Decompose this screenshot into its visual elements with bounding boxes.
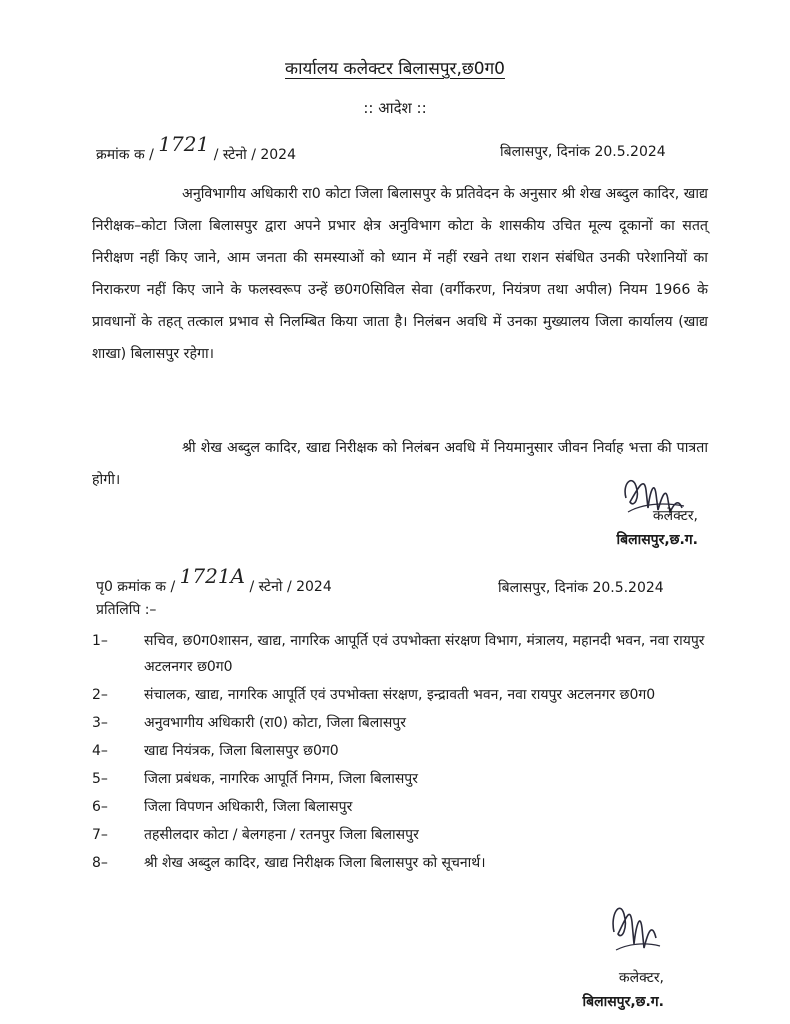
order-number-line: क्रमांक क / 1721 / स्टेनो / 2024 xyxy=(96,132,296,163)
signatory-place: बिलासपुर,छ.ग. xyxy=(616,532,698,548)
order-heading: :: आदेश :: xyxy=(363,99,427,117)
order-place-date: बिलासपुर, दिनांक 20.5.2024 xyxy=(500,144,666,160)
list-item: 7– तहसीलदार कोटा / बेलगहना / रतनपुर जिला बिलासपुर xyxy=(92,827,419,843)
list-item: 6– जिला विपणन अधिकारी, जिला बिलासपुर xyxy=(92,799,353,815)
list-item: 2– संचालक, खाद्य, नागरिक आपूर्ति एवं उपभोक्ता संरक्षण, इन्द्रावती भवन, नवा रायपुर अटलनगर छ0ग0 xyxy=(92,687,656,703)
list-item: 3– अनुवभागीय अधिकारी (रा0) कोटा, जिला बिलासपुर xyxy=(92,715,406,731)
order-paragraph-1: अनुविभागीय अधिकारी रा0 कोटा जिला बिलासपुर के प्रतिवेदन के अनुसार श्री शेख अब्दुल कादिर, खाद्य निरीक्षक–कोटा जिला बिलासपुर द्वारा अपने प्रभार क्षेत्र अनुविभाग कोटा के शासकीय उचित मूल्य दूकानों का सतत् निरीक्षण नहीं किए जाने, आम जनता की समस्याओं को ध्यान में नहीं रखने तथा राशन संबंधित उनकी परेशानियों का निराकरण नहीं किए जाने के फलस्वरूप उन्हें छ0ग0सिविल सेवा (वर्गीकरण, नियंत्रण तथा अपील) नियम 1966 के प्रावधानों के तहत् तत्काल प्रभाव से निलम्बित किया जाता है। निलंबन अवधि में उनका मुख्यालय जिला कार्यालय (खाद्य शाखा) बिलासपुर रहेगा। xyxy=(92,186,708,362)
signature-block-2 xyxy=(582,966,664,1014)
copy-number-line: पृ0 क्रमांक क / 1721A / स्टेनो / 2024 xyxy=(96,564,332,595)
handwritten-copy-number: 1721A xyxy=(179,564,245,588)
list-item: 4– खाद्य नियंत्रक, जिला बिलासपुर छ0ग0 xyxy=(92,743,339,759)
signatory-designation: कलेक्टर, xyxy=(652,508,698,524)
list-item: 8– श्री शेख अब्दुल कादिर, खाद्य निरीक्षक जिला बिलासपुर को सूचनार्थ। xyxy=(92,855,486,871)
signatory-designation: कलेक्टर, xyxy=(618,970,664,986)
handwritten-order-number: 1721 xyxy=(158,132,210,156)
copy-distribution-list xyxy=(92,628,732,878)
list-item: 5– जिला प्रबंधक, नागरिक आपूर्ति निगम, जिला बिलासपुर xyxy=(92,771,418,787)
signature-block-1 xyxy=(616,504,698,552)
copy-place-date: बिलासपुर, दिनांक 20.5.2024 xyxy=(498,580,664,596)
signature-scrawl-2 xyxy=(604,892,664,962)
copy-label: प्रतिलिपि :– xyxy=(96,602,157,618)
signatory-place: बिलासपुर,छ.ग. xyxy=(582,994,664,1010)
order-paragraph-2: श्री शेख अब्दुल कादिर, खाद्य निरीक्षक को निलंबन अवधि में नियमानुसार जीवन निर्वाह भत्ता की पात्रता होगी। xyxy=(92,440,708,488)
list-item: 1– सचिव, छ0ग0शासन, खाद्य, नागरिक आपूर्ति एवं उपभोक्ता संरक्षण विभाग, मंत्रालय, महानदी भवन, नवा रायपुर अटलनगर छ0ग0 xyxy=(92,633,705,675)
office-title: कार्यालय कलेक्टर बिलासपुर,छ0ग0 xyxy=(285,59,505,79)
